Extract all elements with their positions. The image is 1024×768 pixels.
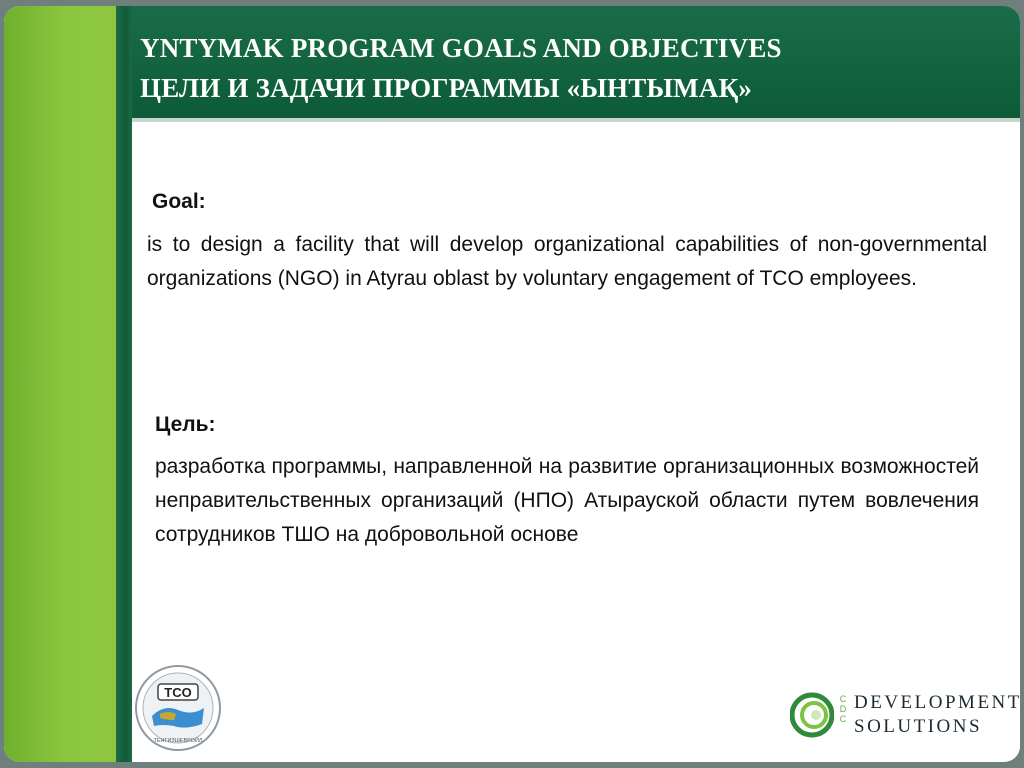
goal-en-text: is to design a facility that will develop organizational capabilities of non-governmental organizations (NGO) in Atyrau oblast by voluntary engagement of TCO employees. <box>147 233 987 290</box>
left-green-band <box>4 6 116 762</box>
logo-line-development: DEVELOPMENT <box>854 692 1022 713</box>
slide-title <box>140 28 1000 108</box>
swirl-logo-icon <box>790 690 834 740</box>
slide <box>4 6 1020 762</box>
development-solutions-logo <box>790 688 1022 744</box>
tco-logo-text: TCO <box>164 685 192 700</box>
goal-ru-heading: Цель: <box>155 413 216 436</box>
goal-en-heading: Goal: <box>152 190 206 213</box>
left-dark-edge <box>116 6 132 762</box>
tco-logo-subtext: ТЕНГИЗШЕВРОЙЛ <box>153 738 203 744</box>
title-line-en: YNTYMAK PROGRAM GOALS AND OBJECTIVES <box>140 33 782 63</box>
title-line-ru: ЦЕЛИ И ЗАДАЧИ ПРОГРАММЫ «ЫНТЫМАҚ» <box>140 73 753 103</box>
content-panel <box>132 122 1020 756</box>
goal-ru-text: разработка программы, направленной на развитие организационных возможностей неправительственных организаций (НПО) Атырауской области путем вовлечения сотрудников ТШО на добровольной основе <box>155 455 979 546</box>
logo-line-solutions: SOLUTIONS <box>854 716 983 737</box>
tco-logo <box>134 664 222 752</box>
cdc-letters: CDC <box>838 694 848 724</box>
